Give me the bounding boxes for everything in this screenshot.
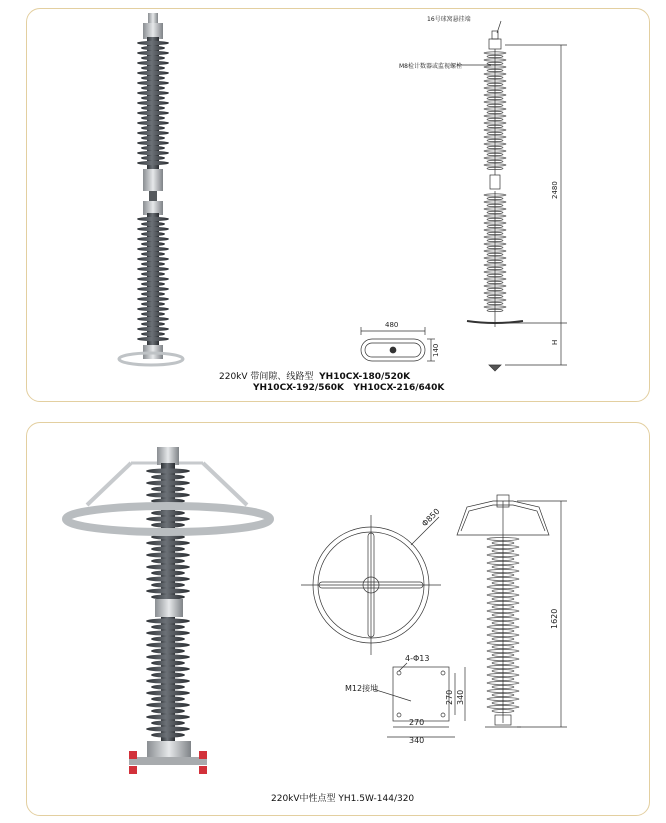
label-bolt: M12接地 (345, 684, 379, 693)
shed (146, 618, 190, 623)
dim-base-inner-h: 270 (445, 689, 454, 705)
ring-drawing (301, 515, 465, 737)
panel1-illustration (27, 9, 649, 401)
shed (141, 86, 165, 90)
shed (137, 131, 169, 135)
caption-line1 (219, 369, 410, 382)
label-counter-bolt: M8检计数器或监视螺栓 (399, 63, 462, 70)
shed (146, 480, 190, 485)
shed (141, 282, 165, 286)
shed (141, 146, 165, 150)
shed (151, 732, 185, 737)
panel2-illustration (27, 423, 649, 815)
caption-panel2: 220kV中性点型 YH1.5W-144/320 (271, 794, 415, 804)
shed (141, 332, 165, 336)
caption-model-1: YH10CX-180/520K (319, 372, 411, 382)
dim-h: H (551, 339, 559, 345)
shed (151, 558, 185, 563)
shed (141, 56, 165, 60)
shed (151, 510, 185, 515)
shed (137, 41, 169, 45)
label-holes: 4-Φ13 (405, 654, 430, 663)
shed (141, 116, 165, 120)
label-top-fitting: 16号球窝悬挂端 (427, 16, 471, 23)
shed (146, 690, 190, 695)
shed (141, 312, 165, 316)
product-panel-neutral-arrester (26, 422, 650, 816)
caption-line2: YH10CX-192/560K YH10CX-216/640K (253, 383, 445, 393)
shed (141, 232, 165, 236)
product-panel-line-arrester (26, 8, 650, 402)
dim-ring: Φ850 (420, 506, 442, 529)
dim-height-2: 1620 (550, 608, 559, 629)
shed (146, 540, 190, 545)
shed (151, 582, 185, 587)
shed (137, 267, 169, 271)
shed (137, 327, 169, 331)
shed (137, 227, 169, 231)
shed (137, 317, 169, 321)
shed (151, 546, 185, 551)
shed (137, 337, 169, 341)
shed (146, 468, 190, 473)
shed (146, 552, 190, 557)
shed (137, 297, 169, 301)
shed (137, 161, 169, 165)
shed (137, 287, 169, 291)
shed (141, 66, 165, 70)
shed (151, 570, 185, 575)
shed (146, 678, 190, 683)
shed (137, 121, 169, 125)
arrester-drawing (361, 21, 567, 371)
shed (151, 474, 185, 479)
shed (141, 106, 165, 110)
shed (137, 51, 169, 55)
dim-base-outer-w: 340 (409, 736, 425, 745)
shed (151, 720, 185, 725)
shed (141, 156, 165, 160)
shed (141, 302, 165, 306)
shed (141, 136, 165, 140)
shed (141, 242, 165, 246)
shed (146, 492, 190, 497)
shed (137, 237, 169, 241)
shed (137, 141, 169, 145)
shed (141, 292, 165, 296)
shed (146, 726, 190, 731)
shed (146, 702, 190, 707)
shed (151, 660, 185, 665)
shed (146, 666, 190, 671)
shed (151, 648, 185, 653)
shed (151, 672, 185, 677)
shed (151, 696, 185, 701)
shed (146, 714, 190, 719)
shed (151, 522, 185, 527)
shed (146, 654, 190, 659)
shed (141, 76, 165, 80)
shed (141, 272, 165, 276)
shed (141, 262, 165, 266)
shed (146, 564, 190, 569)
shed (141, 222, 165, 226)
dim-base-inner-w: 270 (409, 718, 425, 727)
arrester-photo (119, 13, 183, 365)
shed (137, 71, 169, 75)
shed (151, 486, 185, 491)
shed (137, 247, 169, 251)
shed (151, 708, 185, 713)
shed (137, 81, 169, 85)
shed (137, 101, 169, 105)
shed (146, 642, 190, 647)
shed (137, 111, 169, 115)
shed (141, 46, 165, 50)
shed (137, 151, 169, 155)
arrester-photo-2 (66, 447, 270, 774)
shed (141, 322, 165, 326)
dim-base-outer-h: 340 (456, 689, 465, 705)
shed (137, 91, 169, 95)
shed (141, 252, 165, 256)
shed (137, 217, 169, 221)
shed (137, 277, 169, 281)
shed (141, 126, 165, 130)
dim-width: 480 (385, 321, 399, 329)
shed (137, 307, 169, 311)
shed (141, 96, 165, 100)
shed (137, 61, 169, 65)
shed (151, 684, 185, 689)
shed (146, 576, 190, 581)
shed (151, 636, 185, 641)
shed (137, 257, 169, 261)
caption-prefix: 220kV 带间隙、线路型 (219, 372, 314, 382)
shed (146, 588, 190, 593)
dim-height: 2480 (551, 181, 559, 199)
shed (151, 594, 185, 599)
shed (151, 624, 185, 629)
shed (146, 516, 190, 521)
dim-depth: 140 (432, 343, 440, 357)
shed (146, 630, 190, 635)
